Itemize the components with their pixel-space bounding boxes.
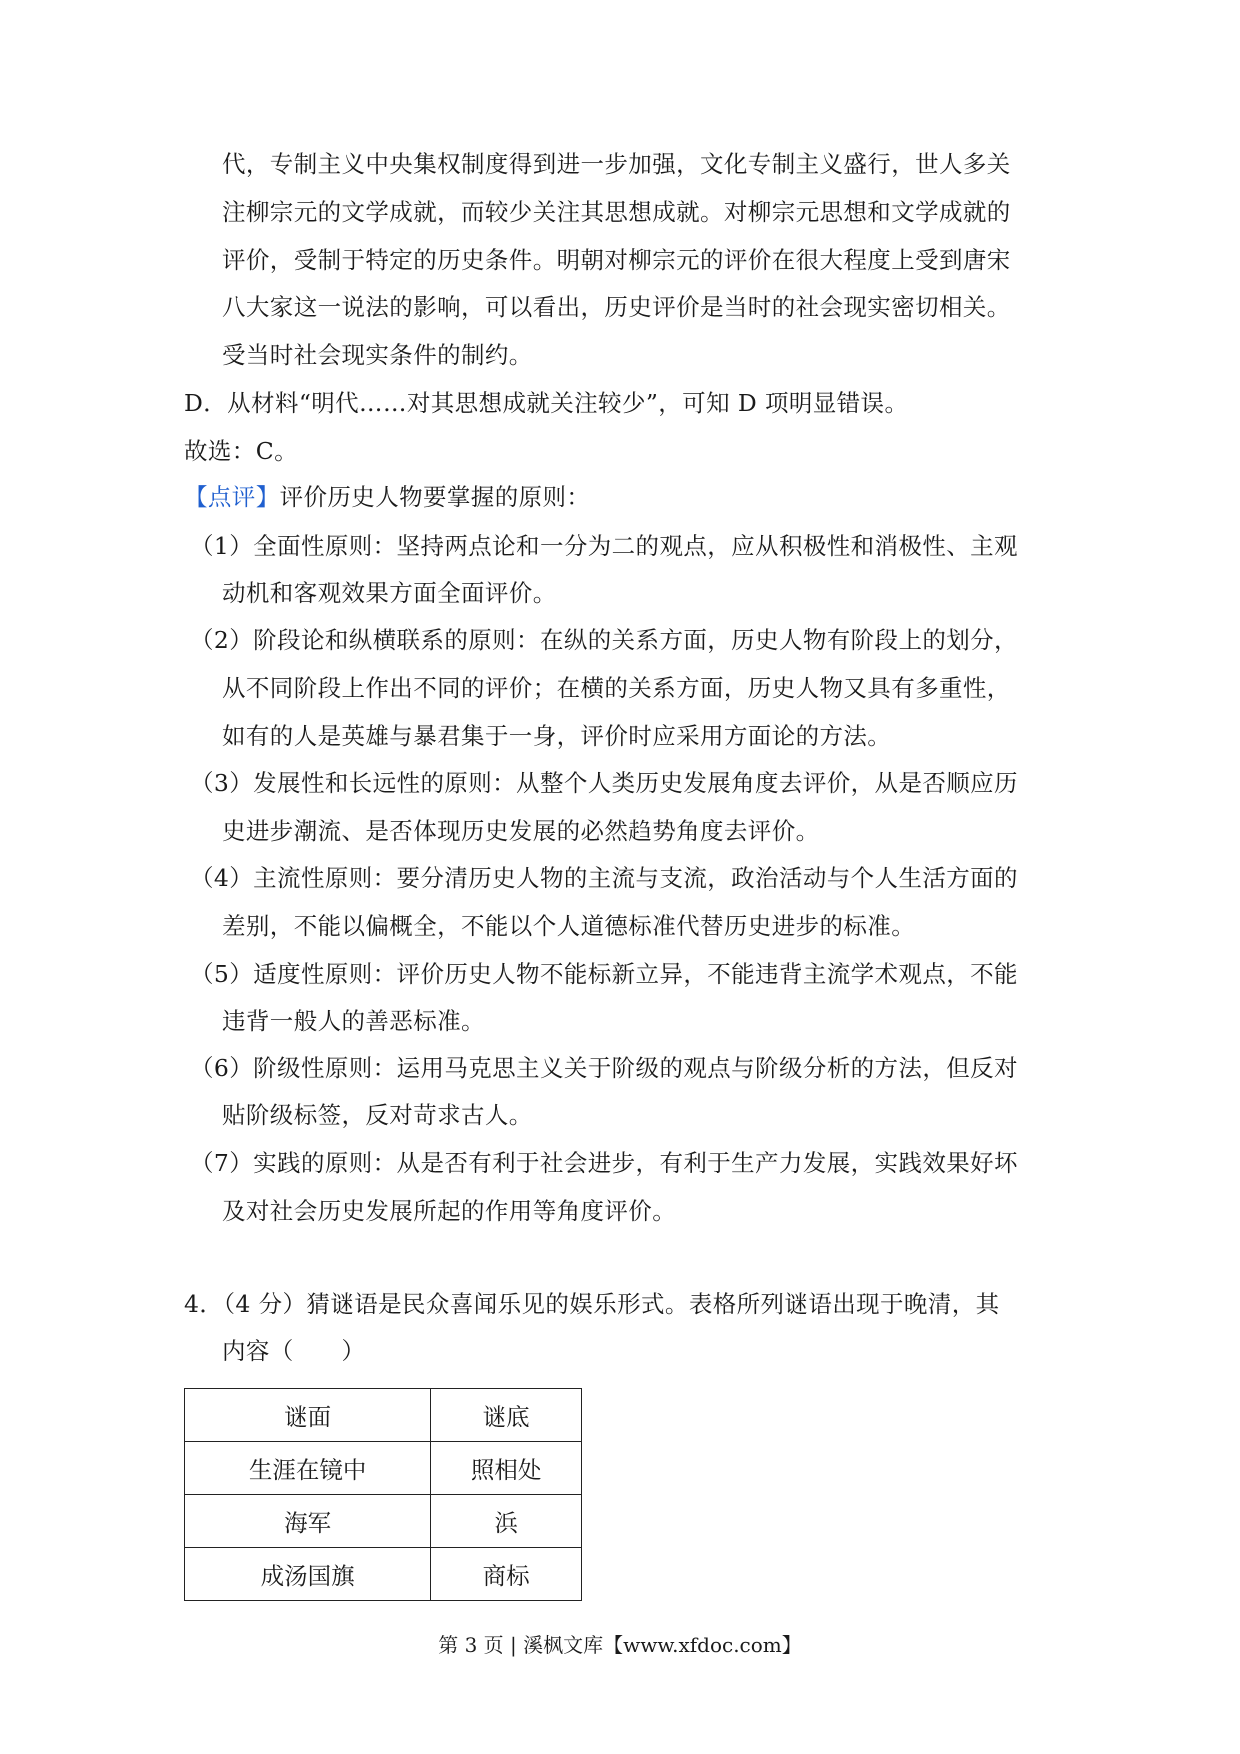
text-line (222, 1099, 533, 1131)
text-line (190, 530, 1018, 562)
text-line-content: 贴阶级标签，反对苛求古人。 (222, 1101, 533, 1129)
text-line-content: 代，专制主义中央集权制度得到进一步加强，文化专制主义盛行，世人多关 (222, 150, 1011, 178)
text-line (222, 291, 1011, 323)
table-cell: 成汤国旗 (185, 1548, 431, 1601)
text-line (222, 720, 891, 752)
table-row (185, 1495, 582, 1548)
table-row (185, 1548, 582, 1601)
text-line (222, 577, 557, 609)
text-line (190, 1052, 1018, 1084)
text-line-content: （2）阶段论和纵横联系的原则：在纵的关系方面，历史人物有阶段上的划分， (190, 626, 1018, 654)
text-line (222, 339, 533, 371)
text-line-content: 故选：C。 (184, 437, 298, 465)
text-line-content: （6）阶级性原则：运用马克思主义关于阶级的观点与阶级分析的方法，但反对 (190, 1054, 1018, 1082)
text-line-content: （7）实践的原则：从是否有利于社会进步，有利于生产力发展，实践效果好坏 (190, 1149, 1018, 1177)
text-line-content: D．从材料“明代……对其思想成就关注较少”，可知 D 项明显错误。 (184, 389, 909, 417)
text-line (190, 1147, 1018, 1179)
text-line-content: 及对社会历史发展所起的作用等角度评价。 (222, 1197, 677, 1225)
text-line-content: 史进步潮流、是否体现历史发展的必然趋势角度去评价。 (222, 817, 820, 845)
text-line-content: 内容（ ） (222, 1337, 366, 1365)
text-line-content: 动机和客观效果方面全面评价。 (222, 579, 557, 607)
text-line (222, 1335, 365, 1367)
table-cell: 照相处 (431, 1442, 582, 1495)
text-line-content: 4．（4 分）猜谜语是民众喜闻乐见的娱乐形式。表格所列谜语出现于晚清，其 (184, 1290, 1000, 1318)
text-line (190, 958, 1018, 990)
text-line-content: （1）全面性原则：坚持两点论和一分为二的观点，应从积极性和消极性、主观 (190, 532, 1018, 560)
text-line-content: 如有的人是英雄与暴君集于一身，评价时应采用方面论的方法。 (222, 722, 892, 750)
text-line-content: 评价历史人物要掌握的原则： (279, 483, 591, 511)
table-cell: 商标 (431, 1548, 582, 1601)
table-cell: 生涯在镜中 (185, 1442, 431, 1495)
text-line-content: （4）主流性原则：要分清历史人物的主流与支流，政治活动与个人生活方面的 (190, 864, 1018, 892)
text-line-content: （3）发展性和长远性的原则：从整个人类历史发展角度去评价，从是否顺应历 (190, 769, 1018, 797)
text-line (190, 862, 1018, 894)
text-line (222, 148, 1011, 180)
text-line (222, 244, 1011, 276)
text-line (222, 1005, 485, 1037)
text-line (190, 767, 1018, 799)
riddle-table (184, 1388, 582, 1601)
text-line (190, 624, 1018, 656)
table-cell: 海军 (185, 1495, 431, 1548)
text-line-content: （5）适度性原则：评价历史人物不能标新立异，不能违背主流学术观点，不能 (190, 960, 1018, 988)
text-line (184, 1288, 1000, 1320)
table-header-cell: 谜底 (431, 1389, 582, 1442)
table-row (185, 1442, 582, 1495)
table-header-cell: 谜面 (185, 1389, 431, 1442)
review-tag: 【点评】 (184, 483, 280, 511)
table-header-row (185, 1389, 582, 1442)
page-footer: 第 3 页 | 溪枫文库【www.xfdoc.com】 (438, 1633, 802, 1657)
text-line (184, 387, 908, 419)
text-line-content: 八大家这一说法的影响，可以看出，历史评价是当时的社会现实密切相关。 (222, 293, 1011, 321)
text-line (222, 910, 915, 942)
text-line-content: 受当时社会现实条件的制约。 (222, 341, 533, 369)
text-line-content: 注柳宗元的文学成就，而较少关注其思想成就。对柳宗元思想和文学成就的 (222, 198, 1011, 226)
text-line-content: 从不同阶段上作出不同的评价；在横的关系方面，历史人物又具有多重性， (222, 674, 1011, 702)
text-line (222, 1195, 676, 1227)
text-line (184, 481, 590, 513)
text-line-content: 评价，受制于特定的历史条件。明朝对柳宗元的评价在很大程度上受到唐宋 (222, 246, 1011, 274)
text-line-content: 差别，不能以偏概全，不能以个人道德标准代替历史进步的标准。 (222, 912, 916, 940)
text-line (184, 435, 298, 467)
text-line (222, 815, 820, 847)
text-line (222, 196, 1011, 228)
text-line (222, 672, 1011, 704)
table-cell: 浜 (431, 1495, 582, 1548)
text-line-content: 违背一般人的善恶标准。 (222, 1007, 485, 1035)
